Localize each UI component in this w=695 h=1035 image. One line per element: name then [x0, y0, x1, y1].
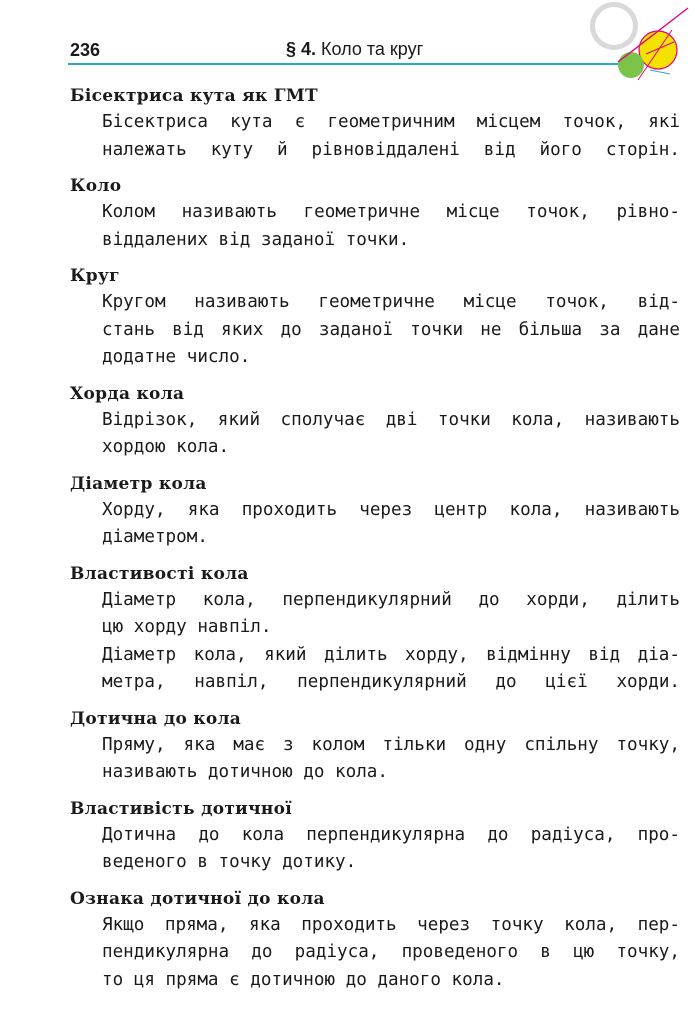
entry-definition: [102, 822, 680, 877]
definition-line: Пряму, яка має з колом тільки одну спільну точку,: [102, 734, 680, 755]
entry-definition: [102, 732, 680, 787]
entry-title: Бісектриса кута як ГМТ: [70, 86, 318, 106]
header-rule: [68, 63, 628, 65]
definition-line: Бісектриса кута є геометричним місцем точок, які: [102, 112, 680, 132]
definition-line: хордою кола.: [102, 437, 230, 457]
definition-line: Відрізок, який сполучає дві точки кола, називають: [102, 409, 680, 430]
definition-line: метра, навпіл, перпендикулярний до цієї хорди.: [102, 672, 680, 692]
entry-definition: [102, 497, 680, 552]
definition-line: то ця пряма є дотичною до даного кола.: [102, 969, 505, 990]
glossary-entry: [70, 174, 680, 254]
glossary-entry: [70, 562, 680, 697]
definition-line: діаметром.: [102, 527, 208, 547]
entry-title: Дотична до кола: [70, 708, 242, 729]
definition-line: називають дотичною до кола.: [102, 762, 388, 782]
glossary-entry: [70, 887, 680, 995]
glossary-entry: [70, 472, 680, 552]
entry-definition: [102, 109, 680, 164]
definition-line: Кругом називають геометричне місце точок, від-: [102, 292, 680, 312]
entry-title: Властивість дотичної: [70, 798, 292, 819]
definition-line: Хорду, яка проходить через центр кола, називають: [102, 499, 680, 520]
definition-line: Діаметр кола, перпендикулярний до хорди, ділить: [102, 589, 680, 610]
glossary-entry: [70, 84, 680, 164]
entry-definition: [102, 199, 680, 254]
definition-line: додатне число.: [102, 347, 251, 367]
glossary-entry: [70, 707, 680, 787]
definition-line: стань від яких до заданої точки не більша за дане: [102, 319, 680, 340]
glossary-content: [70, 84, 680, 1004]
page-number: 236: [70, 40, 101, 60]
entry-definition: [102, 912, 680, 995]
entry-title: Властивості кола: [70, 563, 249, 584]
entry-title: Круг: [70, 266, 120, 286]
section-marker: § 4.: [286, 39, 317, 59]
glossary-entry: [70, 797, 680, 877]
definition-line: Якщо пряма, яка проходить через точку кола, пер-: [102, 914, 680, 935]
definition-line: Діаметр кола, який ділить хорду, відмінну від діа-: [102, 644, 680, 665]
definition-line: належать куту й рівновіддалені від його сторін.: [102, 139, 680, 160]
entry-definition: [102, 587, 680, 697]
definition-line: Колом називають геометричне місце точок, рівно-: [102, 202, 680, 222]
entry-title: Коло: [70, 176, 122, 196]
glossary-entry: [70, 382, 680, 462]
definition-line: пендикулярна до радіуса, проведеного в цю точку,: [102, 942, 680, 962]
glossary-entry: [70, 264, 680, 372]
entry-title: Ознака дотичної до кола: [70, 888, 325, 909]
definition-line: цю хорду навпіл.: [102, 617, 272, 637]
entry-title: Хорда кола: [70, 383, 185, 404]
definition-line: Дотична до кола перпендикулярна до радіуса, про-: [102, 824, 680, 845]
running-head: [286, 39, 423, 60]
entry-definition: [102, 289, 680, 372]
entry-title: Діаметр кола: [70, 473, 207, 494]
section-title: Коло та круг: [321, 39, 424, 59]
definition-line: веденого в точку дотику.: [102, 852, 357, 872]
entry-definition: [102, 407, 680, 462]
definition-line: віддалених від заданої точки.: [102, 229, 410, 250]
